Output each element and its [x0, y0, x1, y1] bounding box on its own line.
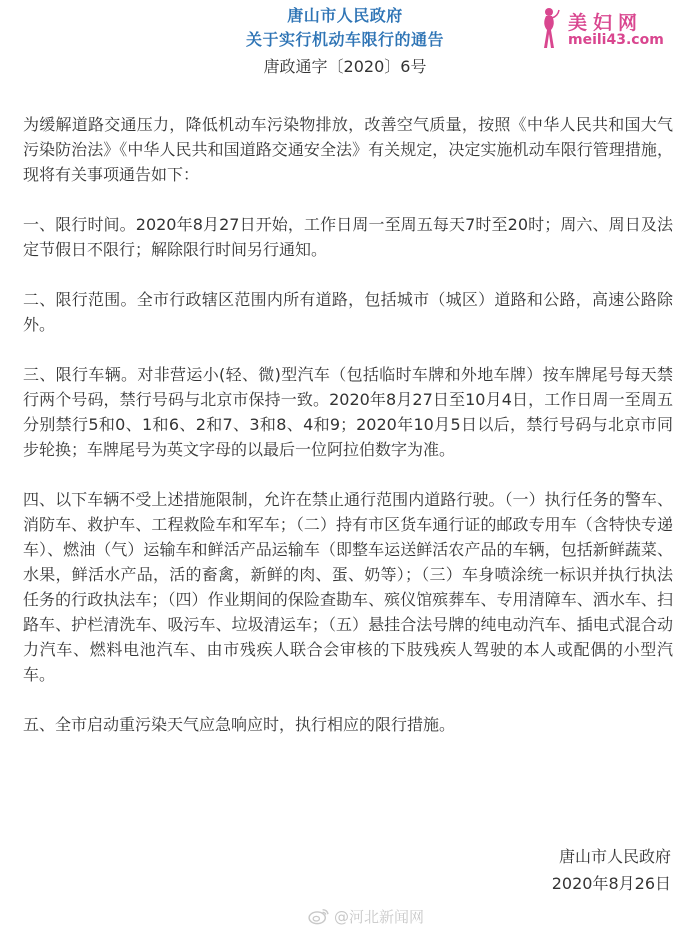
issuer-title: 唐山市人民政府 [287, 6, 403, 25]
signature-date: 2020年8月26日 [551, 874, 671, 893]
weibo-watermark [308, 904, 424, 928]
notice-title: 关于实行机动车限行的通告 [245, 30, 444, 49]
watermark-url: meili43.com [568, 32, 664, 48]
section-4-exemptions: 四、以下车辆不受上述措施限制，允许在禁止通行范围内道路行驶。（一）执行任务的警车、消防车、救护车、工程救险车和军车；（二）持有市区货车通行证的邮政专用车（含特快专递车）、燃油（气）运输车和鲜活产品运输车（即整车运送鲜活农产品的车辆，包括新鲜蔬菜、水果，鲜活水产品，活的畜禽，新鲜的肉、蛋、奶等）；（三）车身喷涂统一标识并执行执法任务的行政执法车；（四）作业期间的保险查勘车、殡仪馆殡葬车、专用清障车、洒水车、扫路车、护栏清洗车、吸污车、垃圾清运车；（五）悬挂合法号牌的纯电动汽车、插电式混合动力汽车、燃料电池汽车、由市残疾人联合会审核的下肢残疾人驾驶的本人或配偶的小型汽车。 [23, 490, 673, 684]
section-2-scope: 二、限行范围。全市行政辖区范围内所有道路，包括城市（城区）道路和公路，高速公路除外。 [23, 290, 673, 334]
weibo-watermark-text: @河北新闻网 [334, 907, 425, 926]
signature-block [552, 843, 671, 897]
section-3-vehicles: 三、限行车辆。对非营运小(轻、微)型汽车（包括临时车牌和外地车牌）按车牌尾号每天禁行两个号码，禁行号码与北京市保持一致。2020年8月27日至10月4日，工作日周一至周五分别禁行5和0、1和6、2和7、3和8、4和9；2020年10月5日以后，禁行号码与北京市同步轮换；车牌尾号为英文字母的以最后一位阿拉伯数字为准。 [23, 365, 673, 459]
weibo-icon [308, 907, 330, 925]
section-5-emergency: 五、全市启动重污染天气应急响应时，执行相应的限行措施。 [23, 715, 456, 734]
woman-silhouette-icon [538, 6, 560, 50]
watermark-brand: 美妇网 [568, 12, 644, 34]
site-watermark-logo [538, 6, 686, 50]
document-number: 唐政通字〔2020〕6号 [263, 57, 427, 76]
notice-body [23, 112, 673, 762]
intro-paragraph: 为缓解道路交通压力，降低机动车污染物排放，改善空气质量，按照《中华人民共和国大气污染防治法》《中华人民共和国道路交通安全法》有关规定，决定实施机动车限行管理措施，现将有关事项通告如下： [23, 115, 673, 184]
signature-issuer: 唐山市人民政府 [558, 847, 671, 866]
section-1-time: 一、限行时间。2020年8月27日开始，工作日周一至周五每天7时至20时；周六、周日及法定节假日不限行；解除限行时间另行通知。 [23, 215, 673, 259]
